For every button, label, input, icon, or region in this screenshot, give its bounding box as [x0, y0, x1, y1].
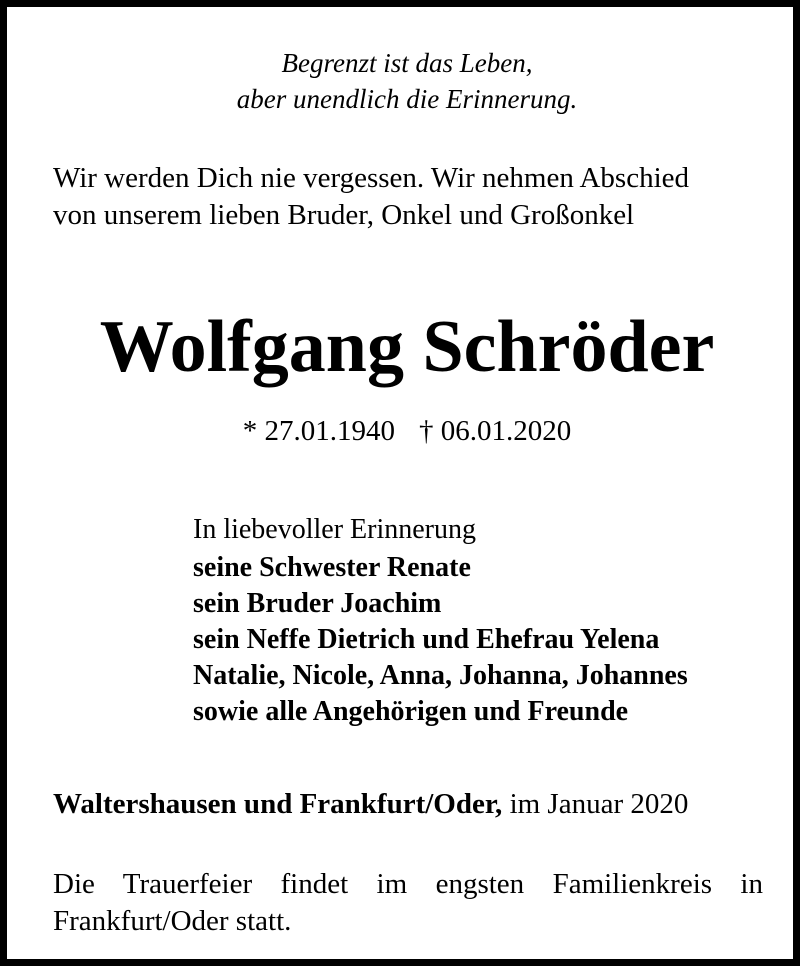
service-line-1: Die Trauerfeier findet im engsten Familienkreis in — [53, 868, 763, 900]
mourner-line: sein Bruder Joachim — [193, 588, 442, 619]
locations: Waltershausen und Frankfurt/Oder, — [53, 788, 503, 820]
farewell-line-1: Wir werden Dich nie vergessen. Wir nehmen Abschied — [53, 162, 690, 194]
farewell-line-2: von unserem lieben Bruder, Onkel und Großonkel — [53, 199, 635, 231]
life-dates — [7, 411, 800, 451]
memorial-quote — [7, 45, 800, 117]
mourner-line: seine Schwester Renate — [193, 552, 471, 583]
service-line-2: Frankfurt/Oder statt. — [53, 905, 292, 937]
mourner-line: sein Neffe Dietrich und Ehefrau Yelena — [193, 624, 660, 655]
quote-line-2: aber unendlich die Erinnerung. — [236, 84, 578, 114]
farewell-text — [53, 160, 773, 234]
mourner-line: sowie alle Angehörigen und Freunde — [193, 696, 629, 727]
deceased-name: Wolfgang Schröder — [99, 306, 715, 388]
quote-line-1: Begrenzt ist das Leben, — [281, 48, 533, 78]
funeral-service-note — [53, 866, 763, 940]
mourners-block — [193, 510, 783, 730]
place-and-date — [53, 784, 773, 824]
notice-date: im Januar 2020 — [509, 788, 689, 820]
death-date: † 06.01.2020 — [419, 415, 572, 447]
mourner-line: Natalie, Nicole, Anna, Johanna, Johannes — [193, 660, 688, 691]
mourners-list — [193, 550, 783, 730]
mourners-lead: In liebevoller Erinnerung — [193, 514, 477, 545]
birth-date: * 27.01.1940 — [242, 415, 395, 447]
